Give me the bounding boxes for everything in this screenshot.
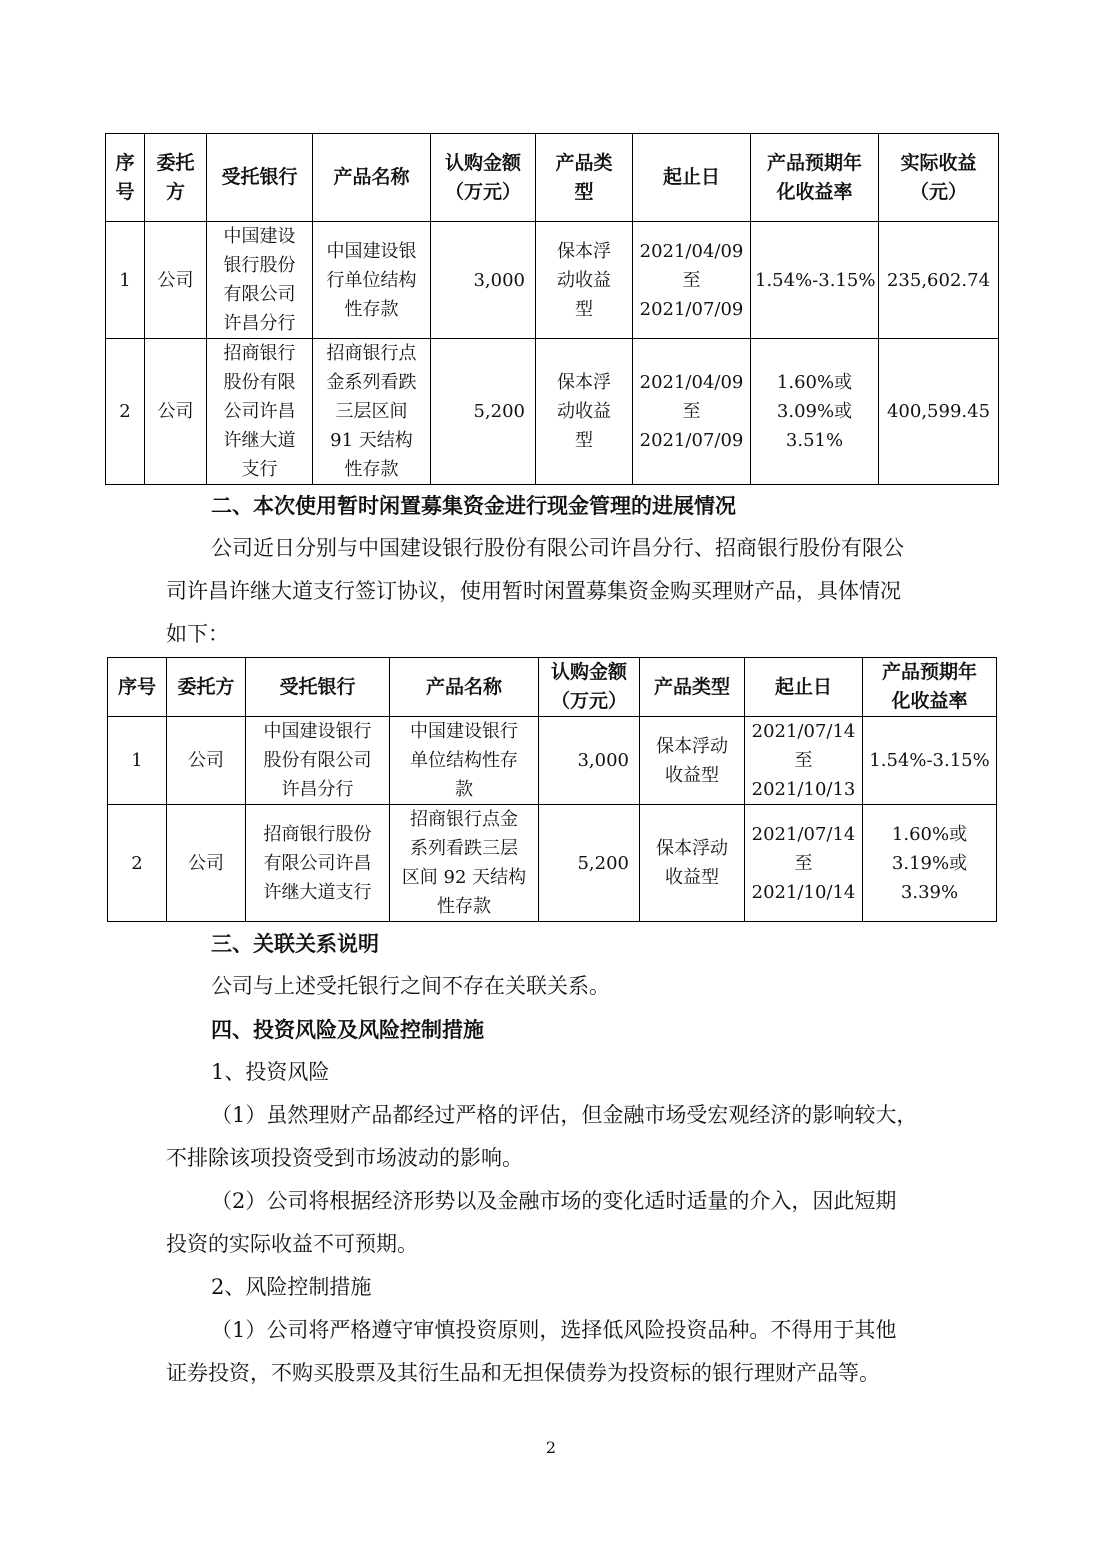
header-cell: 序 号 bbox=[106, 134, 145, 222]
table-header-row bbox=[106, 134, 999, 222]
header-cell: 产品类 型 bbox=[536, 134, 633, 222]
section-heading-2: 二、本次使用暂时闲置募集资金进行现金管理的进展情况 bbox=[211, 493, 736, 518]
paragraph-line: 公司与上述受托银行之间不存在关联关系。 bbox=[211, 974, 610, 998]
header-cell: 实际收益 （元） bbox=[879, 134, 999, 222]
cell-expected-yield: 1.54%-3.15% bbox=[863, 717, 997, 805]
table-row bbox=[106, 222, 999, 339]
cell-type: 保本浮动 收益型 bbox=[640, 805, 745, 922]
paragraph-line: 司许昌许继大道支行签订协议，使用暂时闲置募集资金购买理财产品，具体情况 bbox=[166, 579, 901, 603]
cell-amount: 5,200 bbox=[431, 339, 536, 485]
table-row bbox=[108, 717, 997, 805]
section-heading-3: 三、关联关系说明 bbox=[211, 931, 379, 956]
cell-product: 招商银行点金 系列看跌三层 区间 92 天结构 性存款 bbox=[390, 805, 539, 922]
cell-index: 2 bbox=[106, 339, 145, 485]
subheading: 2、风险控制措施 bbox=[211, 1275, 372, 1299]
paragraph-line: 投资的实际收益不可预期。 bbox=[166, 1232, 418, 1256]
paragraph-line: 不排除该项投资受到市场波动的影响。 bbox=[166, 1146, 523, 1170]
cell-bank: 招商银行股份 有限公司许昌 许继大道支行 bbox=[246, 805, 390, 922]
cell-actual-income: 235,602.74 bbox=[879, 222, 999, 339]
header-cell: 认购金额 （万元） bbox=[539, 658, 640, 717]
header-cell: 产品类型 bbox=[640, 658, 745, 717]
header-cell: 序号 bbox=[108, 658, 167, 717]
table-row bbox=[108, 805, 997, 922]
table-new-products bbox=[107, 657, 997, 922]
cell-amount: 3,000 bbox=[431, 222, 536, 339]
cell-bank: 中国建设 银行股份 有限公司 许昌分行 bbox=[207, 222, 313, 339]
paragraph-line: （1）公司将严格遵守审慎投资原则，选择低风险投资品种。不得用于其他 bbox=[211, 1318, 897, 1342]
cell-index: 1 bbox=[108, 717, 167, 805]
header-cell: 产品预期年 化收益率 bbox=[751, 134, 879, 222]
table-previous-products bbox=[105, 133, 999, 485]
cell-index: 2 bbox=[108, 805, 167, 922]
cell-dates: 2021/04/09 至 2021/07/09 bbox=[633, 339, 751, 485]
cell-expected-yield: 1.54%-3.15% bbox=[751, 222, 879, 339]
header-cell: 委托方 bbox=[167, 658, 246, 717]
subheading: 1、投资风险 bbox=[211, 1060, 330, 1084]
cell-product: 中国建设银 行单位结构 性存款 bbox=[313, 222, 431, 339]
cell-product: 中国建设银行 单位结构性存 款 bbox=[390, 717, 539, 805]
header-cell: 产品预期年 化收益率 bbox=[863, 658, 997, 717]
header-cell: 起止日 bbox=[745, 658, 863, 717]
cell-index: 1 bbox=[106, 222, 145, 339]
cell-expected-yield: 1.60%或 3.19%或 3.39% bbox=[863, 805, 997, 922]
cell-type: 保本浮动 收益型 bbox=[640, 717, 745, 805]
header-cell: 受托银行 bbox=[246, 658, 390, 717]
cell-dates: 2021/07/14 至 2021/10/13 bbox=[745, 717, 863, 805]
cell-client: 公司 bbox=[167, 805, 246, 922]
header-cell: 产品名称 bbox=[313, 134, 431, 222]
cell-amount: 3,000 bbox=[539, 717, 640, 805]
cell-actual-income: 400,599.45 bbox=[879, 339, 999, 485]
cell-client: 公司 bbox=[167, 717, 246, 805]
cell-expected-yield: 1.60%或 3.09%或 3.51% bbox=[751, 339, 879, 485]
cell-bank: 中国建设银行 股份有限公司 许昌分行 bbox=[246, 717, 390, 805]
header-cell: 受托银行 bbox=[207, 134, 313, 222]
section-heading-4: 四、投资风险及风险控制措施 bbox=[211, 1017, 484, 1042]
table-row bbox=[106, 339, 999, 485]
cell-bank: 招商银行 股份有限 公司许昌 许继大道 支行 bbox=[207, 339, 313, 485]
header-cell: 产品名称 bbox=[390, 658, 539, 717]
page-number: 2 bbox=[545, 1438, 557, 1457]
paragraph-line: （2）公司将根据经济形势以及金融市场的变化适时适量的介入，因此短期 bbox=[211, 1189, 897, 1213]
cell-amount: 5,200 bbox=[539, 805, 640, 922]
cell-client: 公司 bbox=[145, 339, 207, 485]
paragraph-line: （1）虽然理财产品都经过严格的评估，但金融市场受宏观经济的影响较大， bbox=[211, 1103, 918, 1127]
cell-dates: 2021/07/14 至 2021/10/14 bbox=[745, 805, 863, 922]
cell-product: 招商银行点 金系列看跌 三层区间 91 天结构 性存款 bbox=[313, 339, 431, 485]
paragraph-line: 公司近日分别与中国建设银行股份有限公司许昌分行、招商银行股份有限公 bbox=[211, 536, 904, 560]
paragraph-line: 如下： bbox=[166, 622, 229, 646]
table-header-row bbox=[108, 658, 997, 717]
header-cell: 起止日 bbox=[633, 134, 751, 222]
paragraph-line: 证券投资，不购买股票及其衍生品和无担保债券为投资标的银行理财产品等。 bbox=[166, 1361, 880, 1385]
cell-type: 保本浮 动收益 型 bbox=[536, 222, 633, 339]
header-cell: 认购金额 （万元） bbox=[431, 134, 536, 222]
header-cell: 委托 方 bbox=[145, 134, 207, 222]
cell-client: 公司 bbox=[145, 222, 207, 339]
cell-dates: 2021/04/09 至 2021/07/09 bbox=[633, 222, 751, 339]
cell-type: 保本浮 动收益 型 bbox=[536, 339, 633, 485]
